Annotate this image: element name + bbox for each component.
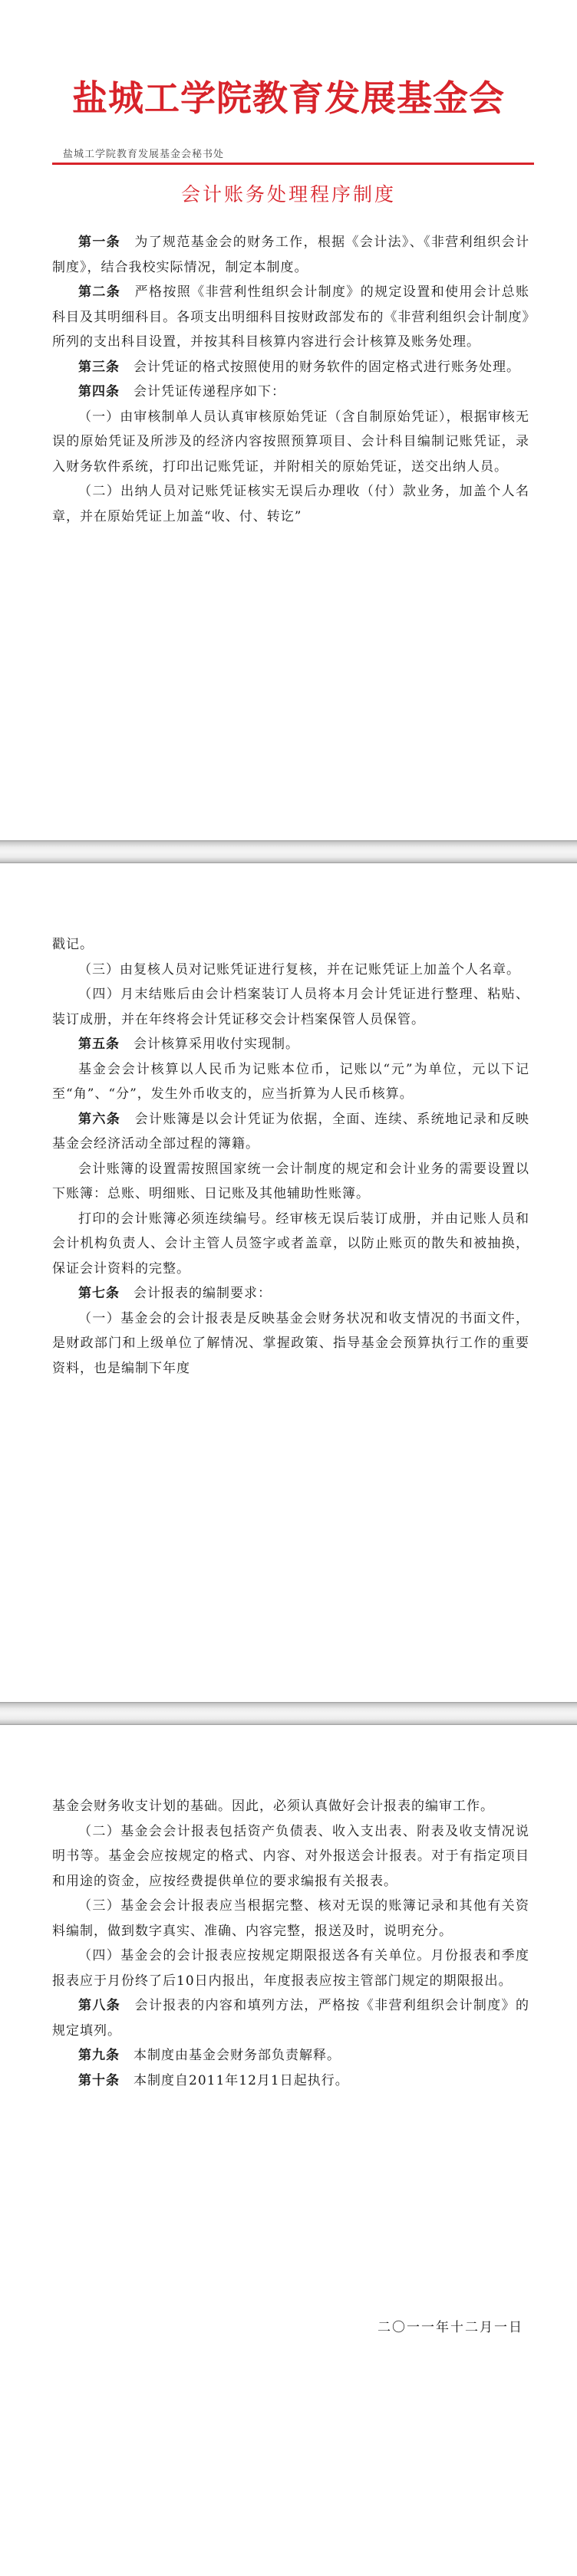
- org-name-heading: 盐城工学院教育发展基金会: [72, 77, 505, 119]
- article-label: 第三条: [78, 359, 120, 375]
- document-page-1: [0, 0, 577, 840]
- article-label: 第五条: [78, 1037, 120, 1052]
- body-paragraph: [52, 1157, 529, 1207]
- paragraph-text: 会计核算采用收付实现制。: [134, 1037, 299, 1052]
- article-paragraph: [52, 2043, 529, 2068]
- body-paragraph: [52, 982, 529, 1032]
- article-paragraph: [52, 1281, 529, 1306]
- body-paragraph: [52, 1944, 529, 1993]
- article-paragraph: [52, 230, 529, 280]
- paragraph-text: （一）由审核制单人员认真审核原始凭证（含自制原始凭证），根据审核无误的原始凭证及所涉及的经济内容按照预算项目、会计科目编制记账凭证，录入财务软件系统，打印出记账凭证，并附相关的原始凭证，送交出纳人员。: [52, 409, 529, 475]
- page-separator: [0, 1702, 577, 1725]
- article-label: 第二条: [78, 284, 121, 300]
- body-paragraph: [52, 1794, 529, 1819]
- red-divider: [52, 163, 534, 165]
- paragraph-text: 会计报表的内容和填列方法，严格按《非营利组织会计制度》的规定填列。: [52, 1998, 530, 2039]
- paragraph-text: 戳记。: [52, 937, 94, 952]
- document-page-2: [0, 863, 577, 1702]
- paragraph-text: 会计账簿是以会计凭证为依据，全面、连续、系统地记录和反映基金会经济活动全部过程的簿籍。: [52, 1111, 530, 1152]
- paragraph-text: 为了规范基金会的财务工作，根据《会计法》、《非营利组织会计制度》，结合我校实际情况，制定本制度。: [52, 235, 529, 275]
- article-label: 第四条: [78, 384, 120, 399]
- article-paragraph: [52, 1032, 529, 1057]
- paragraph-text: （四）月末结账后由会计档案装订人员将本月会计凭证进行整理、粘贴、装订成册，并在年终将会计凭证移交会计档案保管人员保管。: [52, 987, 529, 1027]
- article-label: 第六条: [78, 1111, 121, 1127]
- page-3-body: [52, 1794, 529, 2093]
- paragraph-text: 基金会会计核算以人民币为记账本位币，记账以“元”为单位，元以下记至“角”、“分”，发生外币收支的，应当折算为人民币核算。: [52, 1061, 529, 1102]
- page-separator: [0, 840, 577, 863]
- paragraph-text: （三）由复核人员对记账凭证进行复核，并在记账凭证上加盖个人名章。: [78, 961, 520, 978]
- article-label: 第一条: [78, 235, 121, 250]
- body-paragraph: [52, 958, 529, 983]
- article-paragraph: [52, 1993, 529, 2043]
- paragraph-text: （二）出纳人员对记账凭证核实无误后办理收（付）款业务，加盖个人名章，并在原始凭证上加盖“收、付、转讫”: [52, 484, 529, 524]
- article-paragraph: [52, 280, 529, 355]
- paragraph-text: 会计凭证传递程序如下：: [134, 384, 285, 399]
- article-label: 第十条: [78, 2072, 120, 2088]
- body-paragraph: [52, 1207, 529, 1282]
- body-paragraph: [52, 1306, 529, 1382]
- paragraph-text: 严格按照《非营利性组织会计制度》的规定设置和使用会计总账科目及其明细科目。各项支出明细科目按财政部发布的《非营利组织会计制度》所列的支出科目设置，并按其科目核算内容进行会计核算及账务处理。: [52, 284, 530, 350]
- paragraph-text: 基金会财务收支计划的基础。因此，必须认真做好会计报表的编审工作。: [52, 1799, 494, 1814]
- article-label: 第七条: [78, 1286, 120, 1301]
- paragraph-text: （二）基金会会计报表包括资产负债表、收入支出表、附表及收支情况说明书等。基金会应按规定的格式、内容、对外报送会计报表。对于有指定项目和用途的资金，应按经费提供单位的要求编报有关报表。: [52, 1823, 529, 1889]
- page-2-body: [52, 932, 529, 1381]
- paragraph-text: 本制度自2011年12月1日起执行。: [134, 2072, 349, 2088]
- issuer-note: 盐城工学院教育发展基金会秘书处: [63, 149, 225, 160]
- body-paragraph: [52, 1819, 529, 1894]
- paragraph-text: 本制度由基金会财务部负责解释。: [134, 2048, 341, 2063]
- paragraph-text: 会计报表的编制要求：: [134, 1286, 272, 1301]
- article-paragraph: [52, 2068, 529, 2094]
- body-paragraph: [52, 932, 529, 958]
- article-paragraph: [52, 1107, 529, 1157]
- issue-date: 二〇一一年十二月一日: [378, 2320, 523, 2335]
- body-paragraph: [52, 1894, 529, 1944]
- document-title: 会计账务处理程序制度: [180, 183, 396, 205]
- article-label: 第九条: [78, 2048, 120, 2063]
- document-page-3: [0, 1725, 577, 2576]
- paragraph-text: （四）基金会的会计报表应按规定期限报送各有关单位。月份报表和季度报表应于月份终了后10日内报出，年度报表应按主管部门规定的期限报出。: [52, 1948, 529, 1989]
- body-paragraph: [52, 1057, 529, 1107]
- page-1-body: [52, 230, 529, 529]
- article-label: 第八条: [78, 1998, 121, 2013]
- article-paragraph: [52, 380, 529, 405]
- paragraph-text: （一）基金会的会计报表是反映基金会财务状况和收支情况的书面文件，是财政部门和上级单位了解情况、掌握政策、指导基金会预算执行工作的重要资料，也是编制下年度: [52, 1310, 529, 1376]
- body-paragraph: [52, 405, 529, 480]
- body-paragraph: [52, 479, 529, 529]
- paragraph-text: （三）基金会会计报表应当根据完整、核对无误的账簿记录和其他有关资料编制，做到数字真实、准确、内容完整，报送及时，说明充分。: [52, 1898, 529, 1939]
- paragraph-text: 打印的会计账簿必须连续编号。经审核无误后装订成册，并由记账人员和会计机构负责人、会计主管人员签字或者盖章，以防止账页的散失和被抽换，保证会计资料的完整。: [52, 1211, 529, 1276]
- paragraph-text: 会计凭证的格式按照使用的财务软件的固定格式进行账务处理。: [134, 359, 520, 375]
- paragraph-text: 会计账簿的设置需按照国家统一会计制度的规定和会计业务的需要设置以下账簿：总账、明细账、日记账及其他辅助性账簿。: [52, 1161, 529, 1201]
- article-paragraph: [52, 355, 529, 380]
